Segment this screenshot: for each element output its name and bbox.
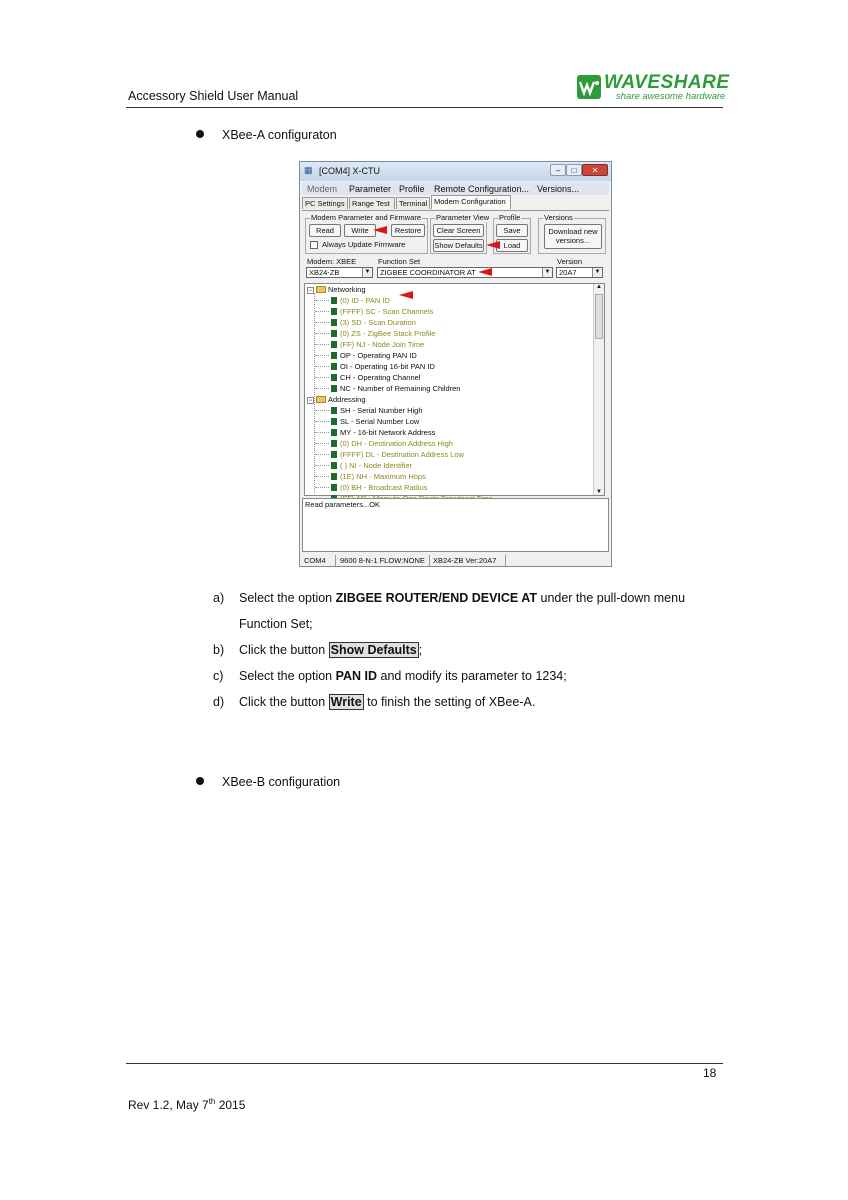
tree-parameter-label: MY - 16-bit Network Address (340, 428, 436, 437)
step-d-boxed: Write (330, 695, 362, 709)
menu-modem[interactable]: Modem (307, 184, 338, 194)
xctu-app-icon: ▦ (304, 165, 313, 175)
tab-modem-configuration[interactable]: Modem Configuration (431, 195, 511, 209)
minimize-icon[interactable]: – (550, 164, 566, 176)
revision-line (128, 1097, 245, 1112)
tree-parameter-item[interactable] (331, 438, 453, 449)
tree-parameter-item[interactable] (331, 471, 426, 482)
tree-branch-line (315, 487, 329, 488)
function-set-select-value: ZIGBEE COORDINATOR AT (380, 268, 476, 277)
tree-parameter-item[interactable] (331, 328, 435, 339)
group-versions (538, 213, 606, 254)
tree-parameter-label: SL - Serial Number Low (340, 417, 420, 426)
tree-parameter-item[interactable] (331, 482, 428, 493)
xctu-window (299, 161, 612, 567)
tab-range-test[interactable]: Range Test (349, 197, 395, 209)
step-c-pre: Select the option (239, 669, 336, 683)
close-icon[interactable]: ✕ (582, 164, 608, 176)
tree-parameter-label: (0) ZS - ZigBee Stack Profile (340, 329, 436, 338)
tree-networking-label: Networking (328, 285, 366, 294)
step-d-text (239, 695, 535, 709)
tree-parameter-item[interactable] (331, 405, 423, 416)
show-defaults-button[interactable]: Show Defaults (434, 241, 483, 250)
folder-icon (316, 286, 326, 293)
parameter-icon (331, 407, 337, 414)
folder-icon (316, 396, 326, 403)
scroll-up-icon[interactable]: ▲ (596, 284, 602, 290)
red-arrow-function-set-icon (478, 268, 492, 276)
tree-parameter-item[interactable] (331, 460, 412, 471)
menu-bar (302, 182, 609, 195)
chevron-down-icon: ▼ (362, 268, 372, 277)
tree-parameter-label: OI - Operating 16-bit PAN ID (340, 362, 435, 371)
parameter-icon (331, 484, 337, 491)
tree-branch-line (315, 344, 329, 345)
tree-branch-line (315, 355, 329, 356)
tree-parameter-label: (3) SD - Scan Duration (340, 318, 416, 327)
step-d-marker: d) (213, 695, 225, 709)
rev-post: 2015 (215, 1098, 246, 1112)
tree-parameter-label: CH - Operating Channel (340, 373, 421, 382)
logo-wordmark: WAVESHARE (604, 72, 730, 93)
footer-rule (126, 1063, 723, 1064)
tree-branch-line (315, 366, 329, 367)
download-line2: versions... (555, 236, 591, 245)
clear-screen-button[interactable]: Clear Screen (433, 224, 484, 237)
tree-parameter-item[interactable] (331, 383, 460, 394)
step-c-post: and modify its parameter to 1234; (377, 669, 567, 683)
step-b-post: ; (418, 643, 423, 657)
red-arrow-show-defaults-icon (486, 241, 500, 249)
status-bar (300, 555, 611, 566)
modem-select[interactable] (306, 267, 373, 278)
menu-profile[interactable]: Profile (399, 184, 425, 194)
tree-parameter-item[interactable] (331, 295, 390, 306)
window-title: [COM4] X-CTU (319, 166, 381, 176)
tree-parameter-item[interactable] (331, 449, 464, 460)
menu-remote-configuration[interactable]: Remote Configuration... (434, 184, 530, 194)
tree-parameter-label: (1E) NH - Maximum Hops (340, 472, 426, 481)
step-a-marker: a) (213, 591, 225, 605)
tree-parameter-item[interactable] (331, 416, 419, 427)
rev-pre: Rev 1.2, May 7 (128, 1098, 209, 1112)
tree-parameter-item[interactable] (331, 339, 424, 350)
download-line1: Download new (548, 227, 598, 236)
step-a-continuation: Function Set; (239, 617, 313, 631)
maximize-icon[interactable]: □ (566, 164, 582, 176)
tree-parameter-label: (FFFF) DL - Destination Address Low (340, 450, 464, 459)
parameter-icon (331, 297, 337, 304)
tree-branch-line (315, 311, 329, 312)
parameter-icon (331, 473, 337, 480)
tree-parameter-item[interactable] (331, 317, 416, 328)
collapse-icon[interactable]: − (308, 288, 313, 294)
parameter-icon (331, 330, 337, 337)
parameter-icon (331, 374, 337, 381)
tree-networking[interactable] (307, 284, 366, 295)
version-select[interactable] (556, 267, 603, 278)
version-label: Version (557, 257, 583, 266)
write-button[interactable]: Write (344, 224, 376, 237)
parameter-icon (331, 440, 337, 447)
step-a-pre: Select the option (239, 591, 336, 605)
tree-branch-line (315, 454, 329, 455)
waveshare-mark-icon (576, 74, 602, 100)
tree-addressing-label: Addressing (328, 395, 366, 404)
step-b-text (239, 643, 422, 657)
parameter-icon (331, 308, 337, 315)
always-update-label: Always Update Firmware (322, 240, 406, 249)
step-b-boxed: Show Defaults (330, 643, 417, 657)
red-arrow-pan-id-icon (399, 291, 413, 299)
modem-select-value: XB24-ZB (309, 268, 340, 277)
bullet-icon (196, 777, 204, 785)
step-d-post: to finish the setting of XBee-A. (363, 695, 536, 709)
tree-parameter-item[interactable] (331, 361, 435, 372)
load-button[interactable]: Load (496, 239, 528, 252)
step-b-marker: b) (213, 643, 225, 657)
red-arrow-write-icon (373, 226, 387, 234)
step-c-marker: c) (213, 669, 224, 683)
group-firmware-label: Modem Parameter and Firmware (311, 213, 422, 222)
tree-branch-line (315, 410, 329, 411)
collapse-icon[interactable]: − (308, 398, 313, 404)
tree-parameter-item[interactable] (331, 306, 433, 317)
status-version: XB24-ZB Ver:20A7 (431, 555, 506, 566)
tree-parameter-item[interactable] (331, 427, 435, 438)
group-parameter-view (430, 213, 490, 254)
section-xbee-b-title: XBee-B configuration (222, 775, 341, 789)
step-a-bold: ZIBGEE ROUTER/END DEVICE AT (335, 591, 538, 605)
step-a-text (239, 591, 685, 605)
parameter-icon (331, 429, 337, 436)
group-profile-label: Profile (499, 213, 521, 222)
parameter-icon (331, 363, 337, 370)
tree-branch-line (315, 421, 329, 422)
status-settings: 9600 8-N-1 FLOW:NONE (338, 555, 430, 566)
tree-branch-line (315, 322, 329, 323)
restore-button[interactable]: Restore (391, 224, 425, 237)
read-button[interactable]: Read (309, 224, 341, 237)
tree-scrollbar[interactable] (593, 284, 604, 495)
tab-pc-settings[interactable]: PC Settings (302, 197, 348, 209)
tree-branch-line (315, 432, 329, 433)
header-rule (126, 107, 723, 108)
scroll-down-icon[interactable]: ▼ (596, 489, 602, 495)
save-button[interactable]: Save (496, 224, 528, 237)
step-c-bold: PAN ID (335, 669, 378, 683)
group-versions-label: Versions (544, 213, 573, 222)
tree-branch-line (315, 377, 329, 378)
tree-addressing[interactable] (307, 394, 366, 405)
section-xbee-a-title: XBee-A configuraton (222, 128, 337, 142)
tree-parameter-item[interactable] (331, 350, 417, 361)
step-c-text (239, 669, 567, 683)
tree-parameter-label: (FF) NJ - Node Join Time (340, 340, 425, 349)
menu-versions[interactable]: Versions... (537, 184, 580, 194)
download-versions-button[interactable] (544, 224, 602, 249)
step-d-pre: Click the button (239, 695, 329, 709)
tree-branch-line (315, 443, 329, 444)
function-set-select[interactable] (377, 267, 553, 278)
tab-underline (302, 210, 609, 211)
tree-branch-line (315, 476, 329, 477)
bullet-icon (196, 130, 204, 138)
chevron-down-icon: ▼ (542, 268, 552, 277)
step-a-post: under the pull-down menu (537, 591, 686, 605)
window-titlebar (300, 162, 611, 181)
rev-sup: th (208, 1097, 216, 1106)
page-number: 18 (703, 1066, 717, 1080)
logo-tagline: share awesome hardware (616, 91, 726, 102)
tree-branch-line (315, 300, 329, 301)
tab-terminal[interactable]: Terminal (396, 197, 430, 209)
status-port: COM4 (302, 555, 336, 566)
tree-parameter-label: OP - Operating PAN ID (340, 351, 417, 360)
version-select-value: 20A7 (559, 268, 577, 277)
tree-branch-line (315, 465, 329, 466)
tree-parameter-label: (0) ID - PAN ID (340, 296, 390, 305)
tree-guide-line (314, 293, 315, 493)
function-set-label: Function Set (378, 257, 421, 266)
tree-parameter-label: ( ) NI - Node Identifier (340, 461, 413, 470)
chevron-down-icon: ▼ (592, 268, 602, 277)
always-update-checkbox[interactable] (310, 241, 318, 249)
parameter-icon (331, 462, 337, 469)
log-area (302, 498, 609, 552)
log-text: Read parameters...OK (305, 500, 381, 509)
tree-parameter-label: (0) BH - Broadcast Radius (340, 483, 428, 492)
tree-parameter-label: SH - Serial Number High (340, 406, 423, 415)
waveshare-logo (576, 72, 730, 106)
parameter-icon (331, 352, 337, 359)
parameter-icon (331, 341, 337, 348)
tree-branch-line (315, 333, 329, 334)
modem-label: Modem: XBEE (307, 257, 357, 266)
parameter-icon (331, 385, 337, 392)
group-view-label: Parameter View (436, 213, 490, 222)
tree-parameter-item[interactable] (331, 372, 420, 383)
tree-parameter-label: (0) DH - Destination Address High (340, 439, 453, 448)
tree-parameter-label: NC - Number of Remaining Children (340, 384, 461, 393)
parameter-tree (304, 283, 605, 496)
group-firmware (305, 213, 428, 254)
parameter-icon (331, 418, 337, 425)
tree-branch-line (315, 388, 329, 389)
parameter-icon (331, 319, 337, 326)
menu-parameter[interactable]: Parameter (349, 184, 392, 194)
tree-parameter-label: (FFFF) SC - Scan Channels (340, 307, 434, 316)
parameter-icon (331, 451, 337, 458)
document-header-title: Accessory Shield User Manual (128, 89, 299, 103)
step-b-pre: Click the button (239, 643, 329, 657)
scroll-thumb[interactable] (595, 294, 603, 339)
